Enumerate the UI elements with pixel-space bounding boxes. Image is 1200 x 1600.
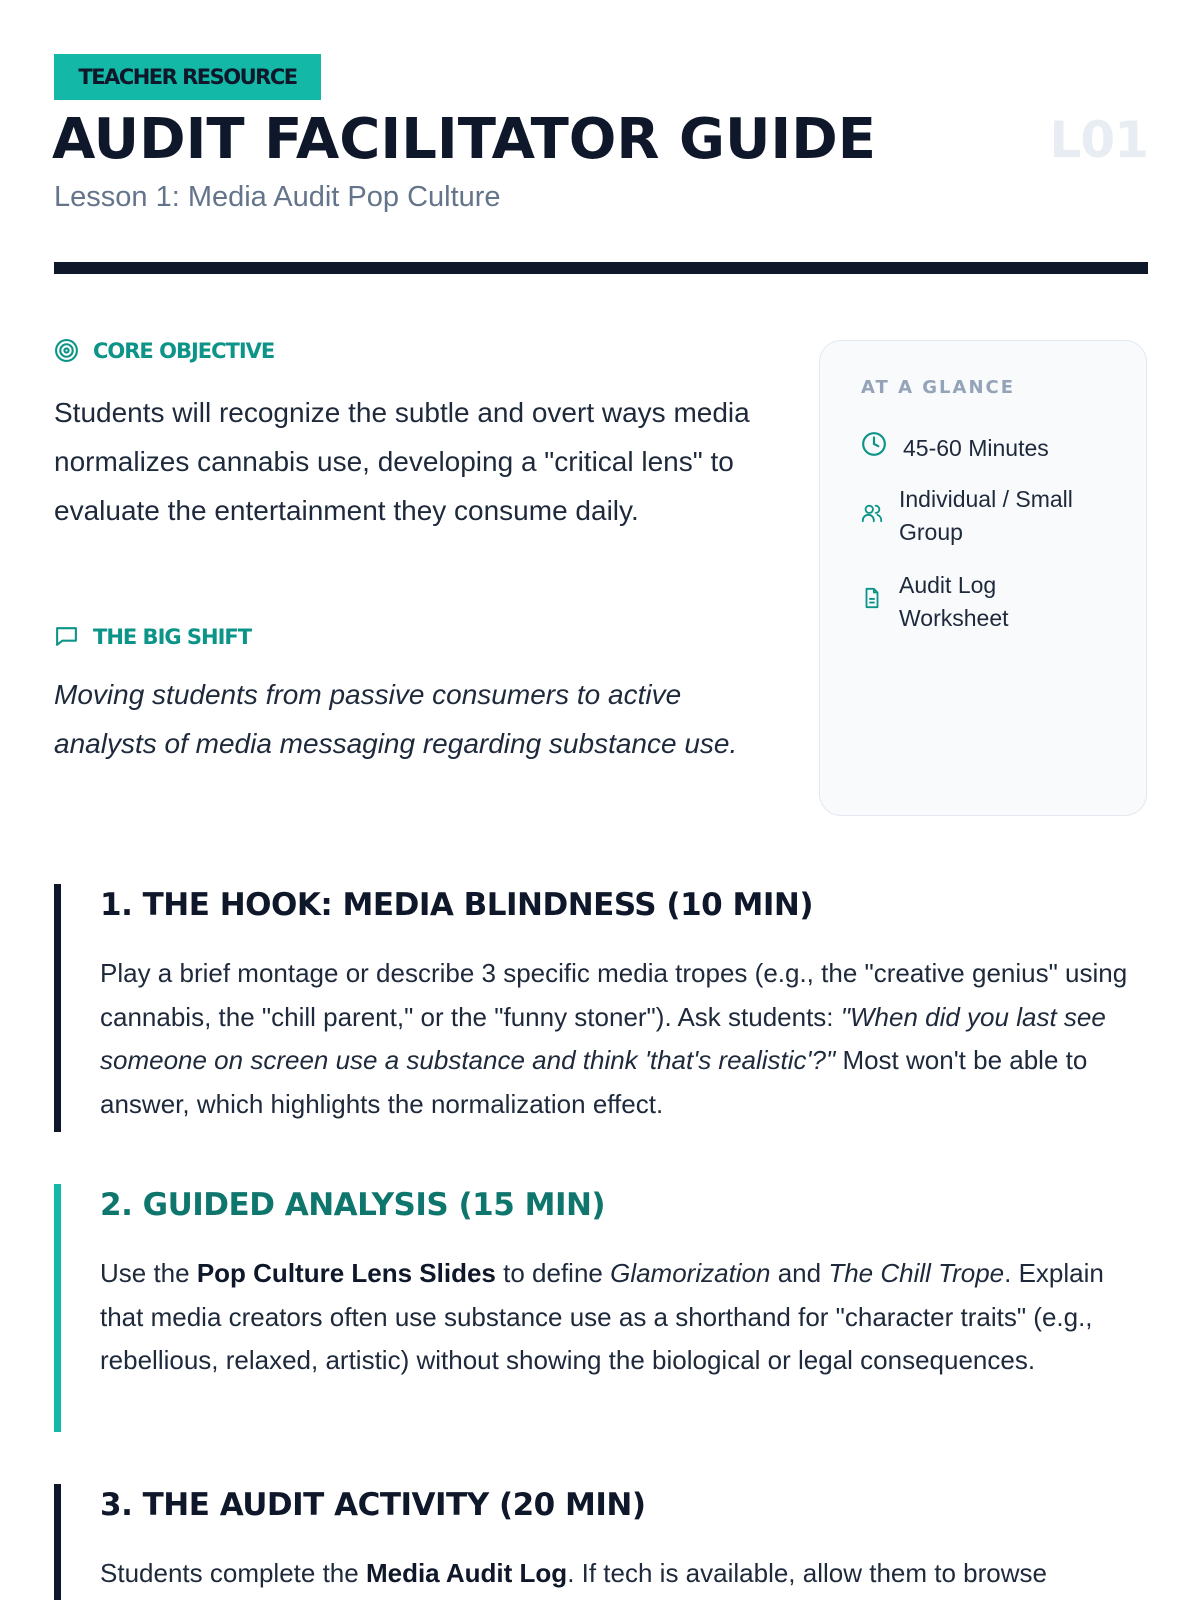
- step-title: 2. GUIDED ANALYSIS (15 MIN): [100, 1187, 606, 1223]
- step-body: Use the Pop Culture Lens Slides to define Glamorization and The Chill Trope. Explain that media creators often use substance use as a shorthand for "character traits" (e.g., rebellious, relaxed, artistic) without showing the biological or legal consequences.: [100, 1258, 1104, 1375]
- users-icon: [861, 500, 883, 533]
- step-title: 1. THE HOOK: MEDIA BLINDNESS (10 MIN): [100, 887, 813, 923]
- clock-icon: [861, 431, 887, 466]
- glance-item-grouping: [861, 483, 1109, 549]
- teacher-resource-badge: TEACHER RESOURCE: [54, 54, 321, 100]
- step-quote: "When did you last see someone on screen use a substance and think 'that's realistic'?": [100, 1001, 1106, 1075]
- step-audit-activity: [54, 1484, 1148, 1600]
- big-shift-heading: THE BIG SHIFT: [93, 624, 252, 649]
- resource-name: Pop Culture Lens Slides: [196, 1258, 496, 1288]
- core-objective-label: [54, 338, 274, 363]
- glance-item-text: Audit Log Worksheet: [899, 572, 1009, 631]
- at-a-glance-heading: AT A GLANCE: [861, 377, 1016, 398]
- glance-item-text: 45-60 Minutes: [903, 435, 1049, 461]
- page-title: AUDIT FACILITATOR GUIDE: [52, 107, 877, 172]
- term-chill-trope: The Chill Trope: [828, 1258, 1005, 1288]
- document-icon: [861, 586, 883, 619]
- resource-name: Media Audit Log: [365, 1558, 568, 1588]
- glance-item-duration: [861, 431, 1113, 466]
- target-icon: [54, 338, 79, 363]
- page-subtitle: Lesson 1: Media Audit Pop Culture: [54, 181, 501, 213]
- term-glamorization: Glamorization: [610, 1258, 771, 1288]
- big-shift-label: [54, 624, 251, 649]
- glance-item-materials: [861, 569, 1109, 635]
- at-a-glance-card: [819, 340, 1147, 816]
- lesson-code: L01: [1049, 111, 1148, 169]
- step-hook: [54, 884, 1148, 1132]
- header-divider: [54, 262, 1148, 274]
- core-objective-text: Students will recognize the subtle and overt ways media normalizes cannabis use, developing a "critical lens" to evaluate the entertainment they consume daily.: [54, 397, 750, 526]
- step-body: Play a brief montage or describe 3 specific media tropes (e.g., the "creative genius" using cannabis, the "chill parent," or the "funny stoner"). Ask students: "When did you last see someone on screen use a substance and think 'that's realistic'?" Most won't be able to answer, which highlights the normalization effect.: [100, 958, 1128, 1119]
- step-title: 3. THE AUDIT ACTIVITY (20 MIN): [100, 1487, 646, 1523]
- core-objective-heading: CORE OBJECTIVE: [93, 338, 275, 363]
- step-guided-analysis: [54, 1184, 1148, 1432]
- big-shift-text: Moving students from passive consumers to active analysts of media messaging regarding substance use.: [54, 679, 738, 759]
- glance-item-text: Individual / Small Group: [899, 486, 1073, 545]
- step-body: Students complete the Media Audit Log. If tech is available, allow them to browse: [100, 1558, 1047, 1588]
- speech-bubble-icon: [54, 624, 79, 649]
